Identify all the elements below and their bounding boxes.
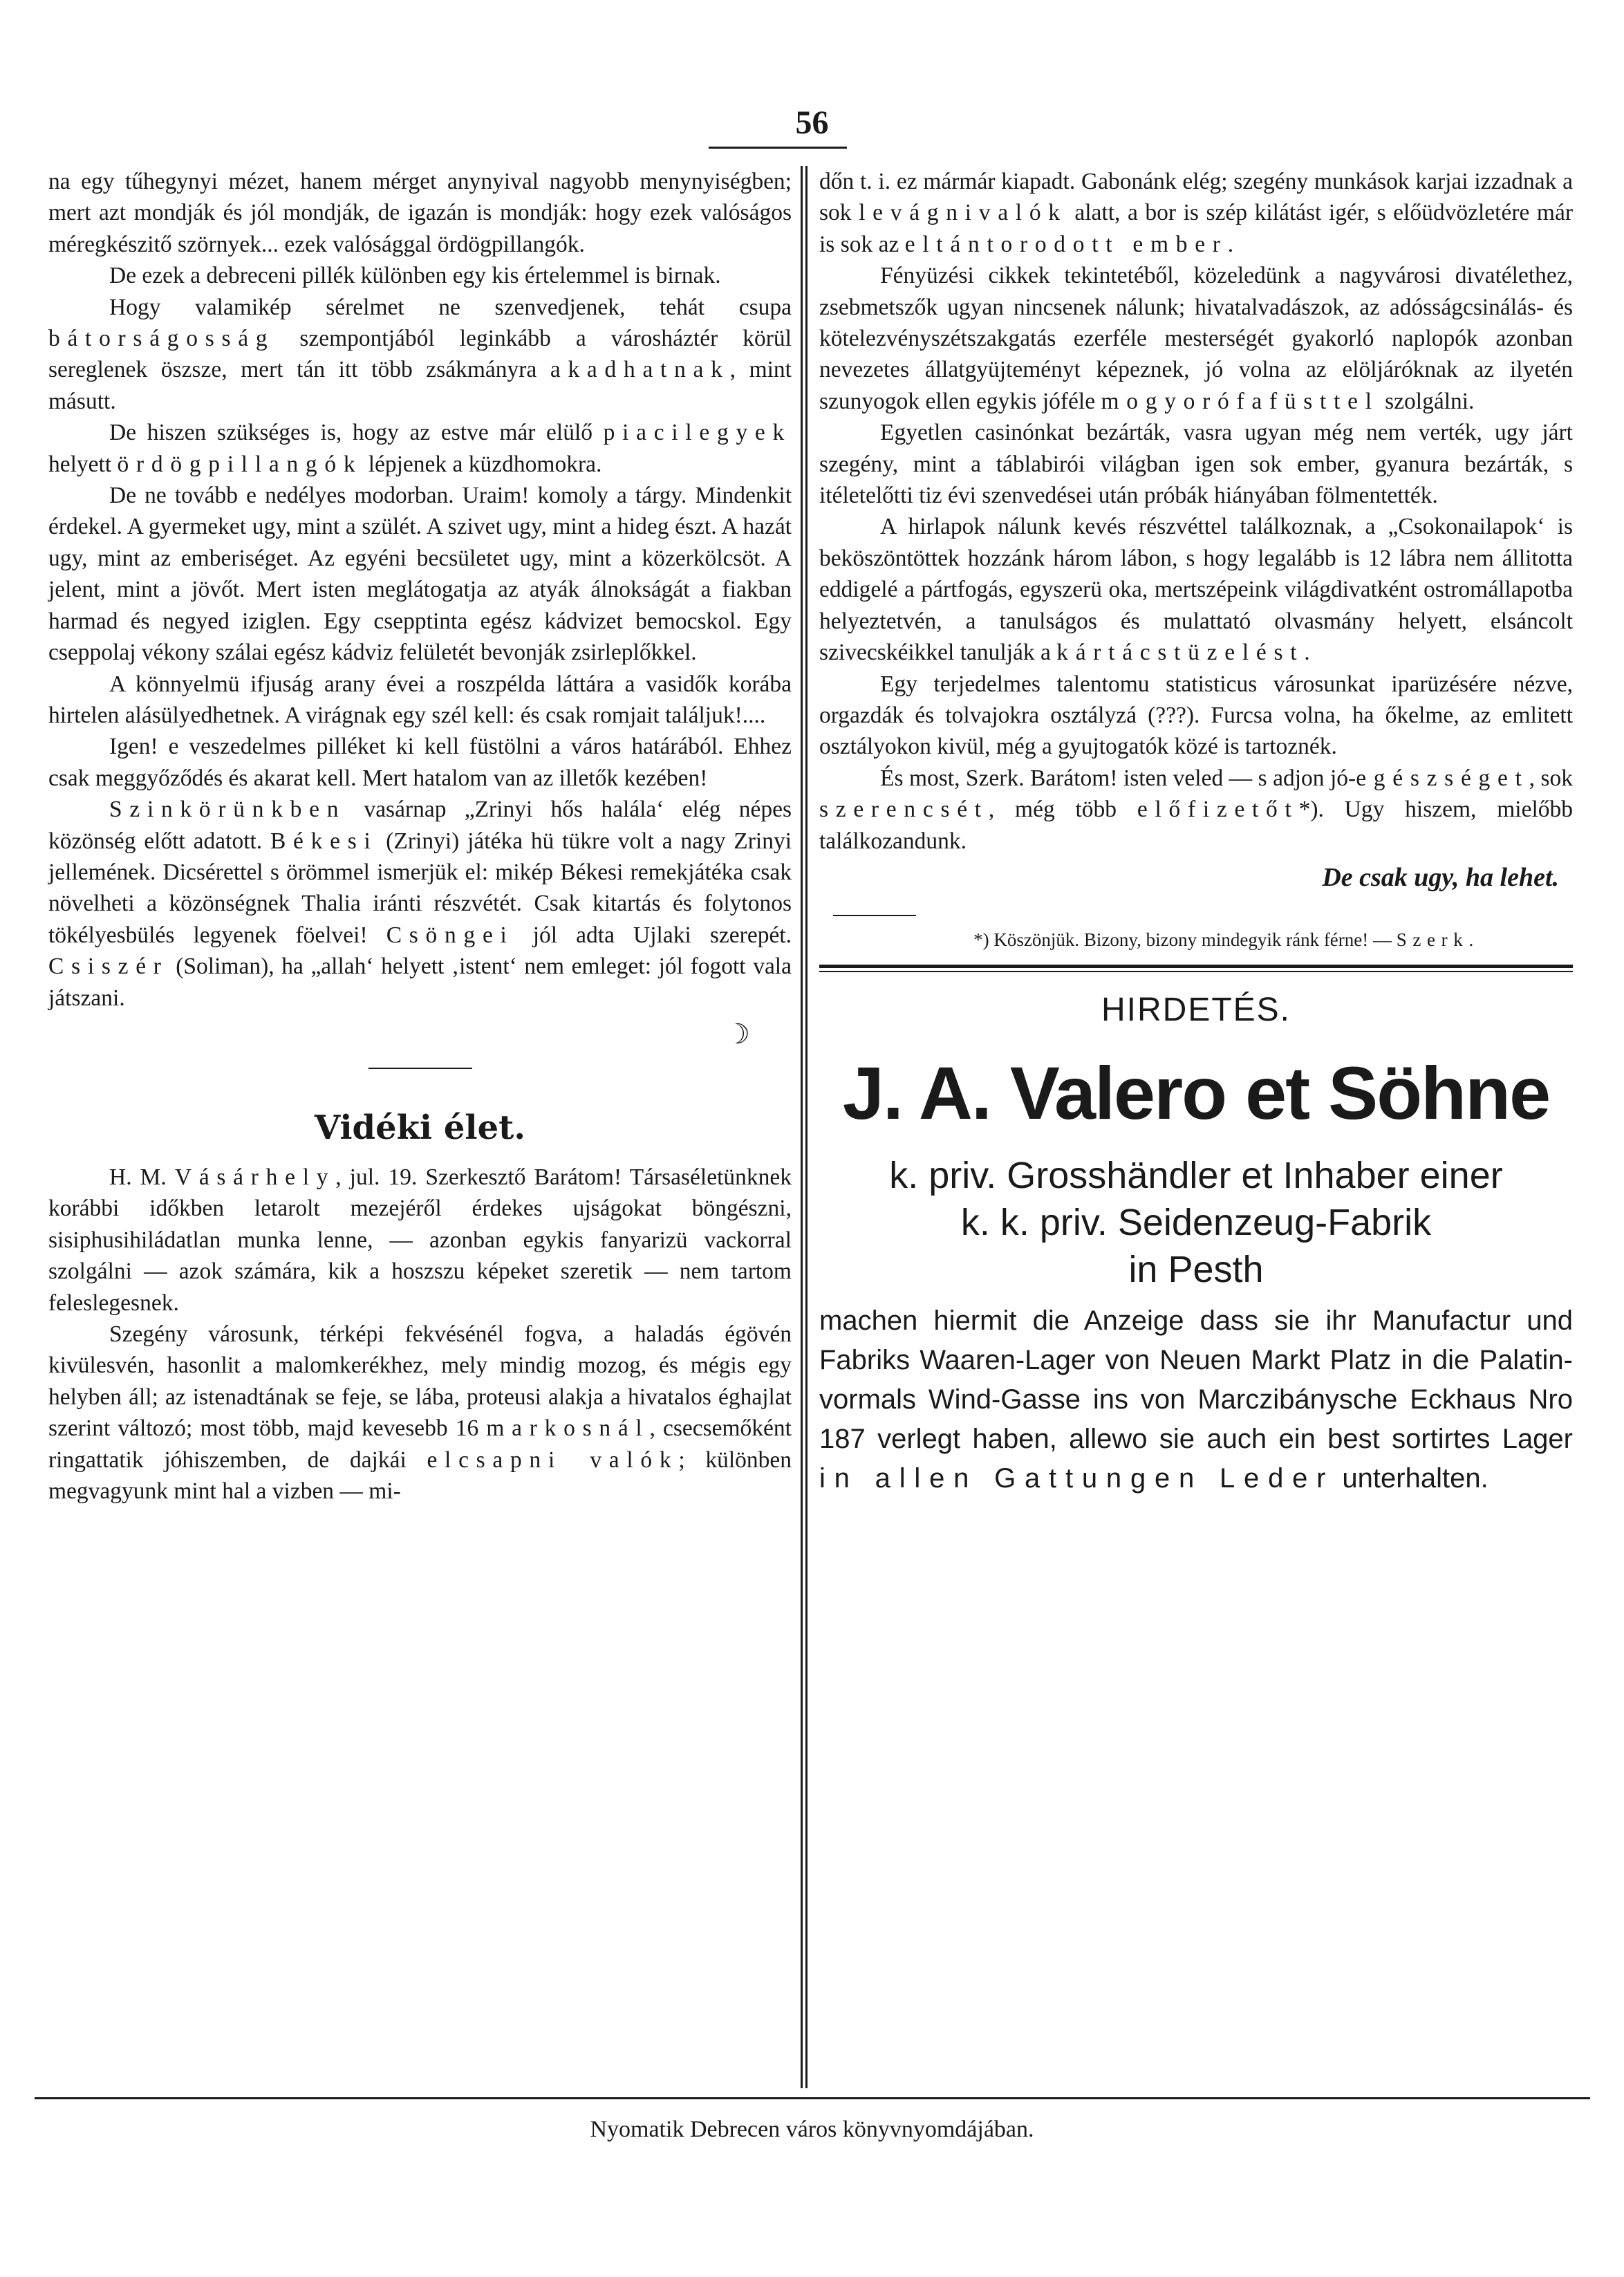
ad-body: machen hiermit die Anzeige dass sie ihr Manufactur und Fabriks Waaren-Lager von Neuen Markt Platz in die Palatin- vormals Wind-Gasse ins von Marczibánysche Eckhaus Nro 187 verlegt haben, allewo sie auch ein best sortirtes Lager in allen Gattungen Leder unterhalten. <box>819 1305 1573 1494</box>
bottom-rule <box>35 2097 1590 2099</box>
ad-heading: HIRDETÉS. <box>1101 991 1291 1028</box>
footnote: *) Köszönjük. Bizony, bizony mindegyik ránk férne! — Szerk. <box>973 929 1480 950</box>
column-divider <box>801 166 808 2088</box>
page-number: 56 <box>795 104 829 141</box>
paragraph: Fényüzési cikkek tekintetéből, közeledünk a nagyvárosi divatélethez, zsebmetszők ugyan nincsenek nálunk; hivatalvadászok, az adósságcsinálás- és kötelezvényszétszakgatás ezerféle mesterségét gyakorló naplopók azonban nevezetes állatgyüjteményt képeznek, jó volna az elöljáróknak az ilyetén szunyogok ellen egykis jóféle mogyorófafüsttel szolgálni. <box>819 263 1573 414</box>
paragraph: Egy terjedelmes talentomu statisticus városunkat iparüzésére nézve, orgazdák és tolvajokra osztályzá (???). Furcsa volna, ha őkelme, az emlitett osztályokon kivül, még a gyujtogatók közé is tartoznék. <box>819 671 1573 760</box>
section-title: Vidéki élet. <box>314 1108 526 1147</box>
ad-rule <box>819 971 1573 972</box>
paragraph: És most, Szerk. Barátom! isten veled — s adjon jó-egészséget, sok szerencsét, még több előfizetőt*). Ugy hiszem, mielőbb találkozandunk. <box>819 765 1573 854</box>
paragraph: De ne tovább e nedélyes modorban. Uraim! komoly a tárgy. Mindenkit érdekel. A gyermeket ugy, mint a szülét. A szivet ugy, mint a hideg észt. A hazát ugy, mint az emberiséget. Az egyéni becsületet ugy, mint a közerkölcsöt. A jelent, mint a jövőt. Mert isten meglátogatja az atyák álnokságát a fiakban harmad és negyed iziglen. Egy csepptinta egész kádvizet bemocskol. Egy cseppolaj vékony szálai egész kádviz felületét bevonják zsirleplőkkel. <box>48 483 792 666</box>
paragraph: Egyetlen casinónkat bezárták, vasra ugyan még nem verték, ugy járt szegény, mint a táblabirói világban igen sok ember, gyanura bezárták, s itéletelőtti tiz évi szenvedései után próbák hiányában fölmentették. <box>819 420 1573 509</box>
right-column <box>819 166 1573 1498</box>
paragraph: A hirlapok nálunk kevés részvéttel találkoznak, a „Csokonailapok‘ is beköszöntöttek hozzánk három lábon, s hogy legalább is 12 lábra nem állitotta eddigelé a pártfogás, egyszerü oka, mertszépeink világdivatként ostromállapotba helyeztetvén, a tanulságos és mulattató olvasmány helyett, elsáncolt szivecskéikkel tanulják a kártácstüzelést. <box>819 514 1573 666</box>
header-rule <box>709 147 847 149</box>
ad-subtitle: in Pesth <box>1128 1248 1264 1290</box>
paragraph: Hogy valamikép sérelmet ne szenvedjenek, tehát csupa bátorságosság szempontjából leginkább a városháztér körül sereglenek öszsze, mert tán itt több zsákmányra akadhatnak, mint másutt. <box>48 294 792 414</box>
paragraph: De hiszen szükséges is, hogy az estve már elülő piacilegyek helyett ördögpillangók lépjenek a küzdhomokra. <box>48 420 792 477</box>
paragraph: Igen! e veszedelmes pilléket ki kell füstölni a város határából. Ehhez csak meggyőződés és akarat kell. Mert hatalom van az illetők kezében! <box>48 734 792 791</box>
paragraph: na egy tűhegynyi mézet, hanem mérget anynyival nagyobb menynyiségben; mert azt mondják és jól mondják, de igazán is mondják: hogy ezek valóságos méregkészitő szörnyek... ezek valósággal ördögpillangók. <box>48 169 792 257</box>
paragraph: Szinkörünkben vasárnap „Zrinyi hős halála‘ elég népes közönség előtt adatott. Békesi (Zrinyi) játéka hü tükre volt a nagy Zrinyi jellemének. Dicsérettel s örömmel ismerjük el: mikép Békesi remekjátéka csak növelheti a közönségnek Thalia iránti részvétét. Csak kitartás és folytonos tökélyesbülés legyenek föelvei! Csöngei jól adta Ujlaki szerepét. Csiszér (Soliman), ha „allah‘ helyett ‚istent‘ nem emleget: jól fogott vala játszani. <box>48 797 792 1011</box>
imprint: Nyomatik Debrecen város könyvnyomdájában. <box>590 2117 1034 2142</box>
advertisement <box>819 986 1573 1498</box>
left-column <box>48 166 792 1507</box>
paragraph: dőn t. i. ez mármár kiapadt. Gabonánk elég; szegény munkások karjai izzadnak a sok levágnivalók alatt, a bor is szép kilátást igér, s előüdvözletére már is sok az eltántorodott ember. <box>819 169 1573 257</box>
section-divider <box>368 1068 472 1069</box>
paragraph: A könnyelmü ifjuság arany évei a roszpélda láttára a vasidők korába hirtelen alásülyedhetnek. A virágnak egy szél kell: és csak romjait találjuk!.... <box>48 671 792 728</box>
ad-rule <box>819 965 1573 968</box>
ad-company-name: J. A. Valero et Söhne <box>842 1050 1550 1135</box>
paragraph: Szegény városunk, térképi fekvésénél fogva, a haladás égövén kivülesvén, hasonlit a malomkerékhez, mely mindig mozog, és mégis egy helyben áll; az istenadtának se feje, se lába, proteusi alakja a hivatalos éghajlat szerint változó; most több, majd kevesebb 16 markosnál, csecsemőként ringattatik jóhiszemben, de dajkái elcsapni valók; különben megvagyunk mint hal a vizben — mi- <box>48 1321 792 1505</box>
ad-subtitle: k. priv. Grosshändler et Inhaber einer <box>889 1154 1503 1196</box>
paragraph: De ezek a debreceni pillék különben egy kis értelemmel is birnak. <box>109 263 721 289</box>
crescent-symbol-icon: ☽ <box>725 1018 750 1050</box>
paragraph: H. M. Vásárhely, jul. 19. Szerkesztő Barátom! Társaséletünknek korábbi időkben letarolt mezejéről érdekes ujságokat böngészni, sisiphusihiládatlan munka lenne, — azonban egykis fanyarizü vackorral szolgálni — azok számára, kik a hoszszu képeket szeretik — nem tartom feleslegesnek. <box>48 1164 792 1316</box>
signature: De csak ugy, ha lehet. <box>1322 862 1559 892</box>
footnote-rule <box>833 915 916 916</box>
ad-subtitle: k. k. priv. Seidenzeug-Fabrik <box>960 1201 1432 1243</box>
